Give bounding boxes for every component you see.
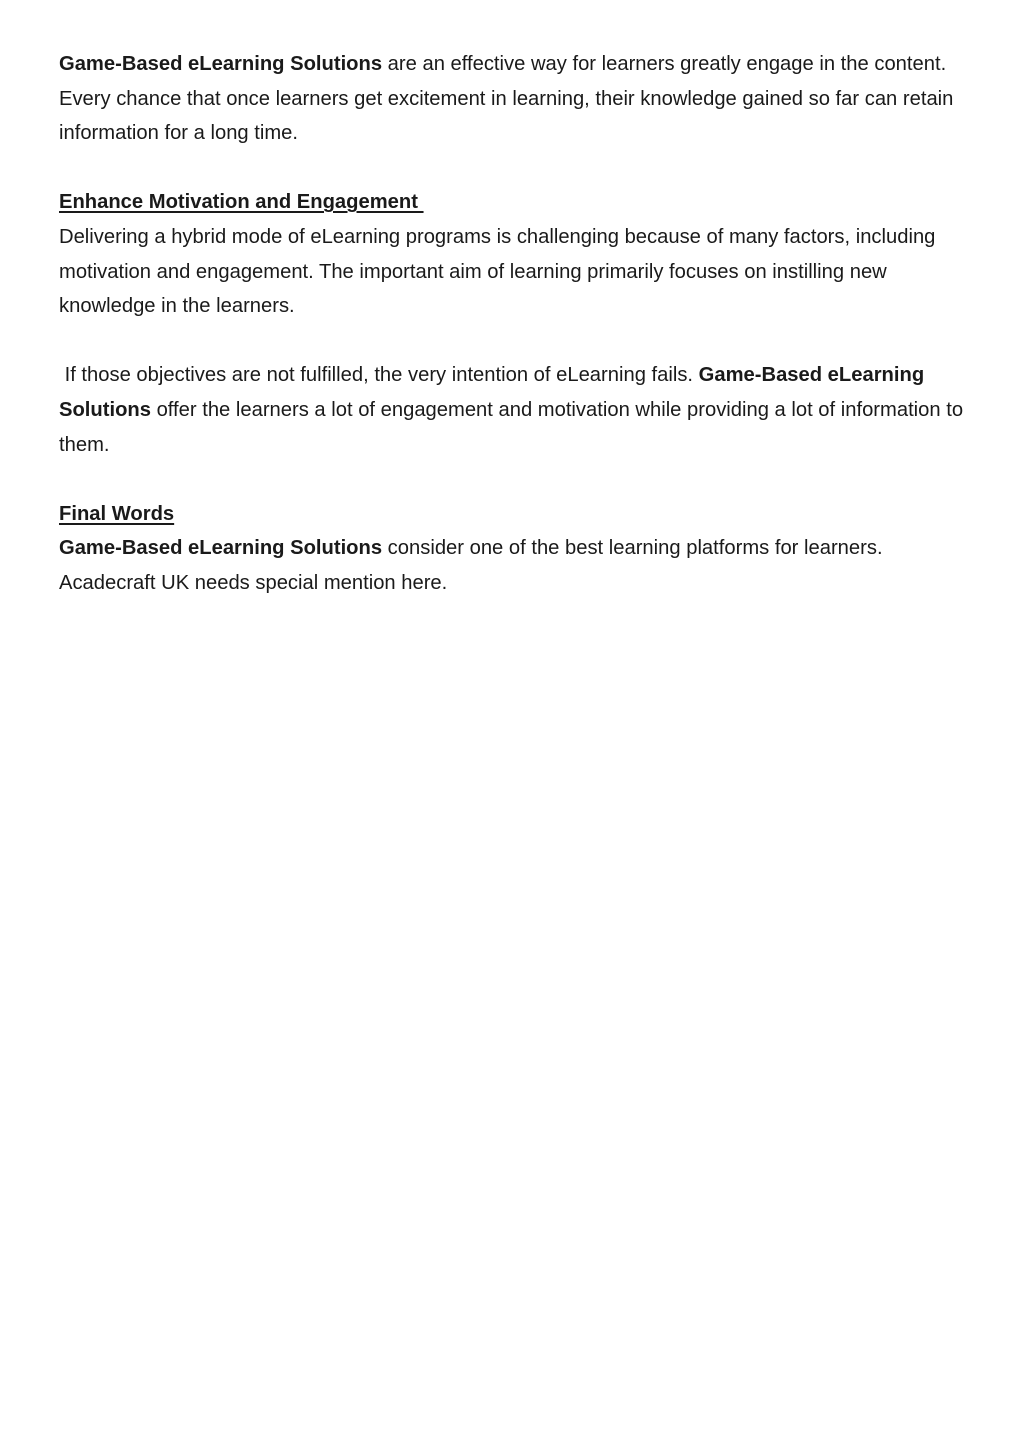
motivation-paragraph-2-bold-phrase: Game-Based eLearning Solutions [59, 364, 930, 421]
section-heading-final-words [59, 497, 964, 532]
final-words-paragraph [59, 531, 964, 600]
intro-paragraph [59, 47, 964, 151]
paragraph-spacer [59, 151, 964, 186]
intro-bold-phrase: Game-Based eLearning Solutions [59, 53, 383, 75]
motivation-paragraph-2-text-after: offer the learners a lot of engagement and motivation while providing a lot of information to them. [59, 398, 969, 456]
section-heading-motivation [59, 185, 964, 220]
paragraph-spacer [59, 462, 964, 497]
document-body [59, 47, 969, 601]
motivation-paragraph-2-text-before: If those objectives are not fulfilled, the very intention of eLearning fails. [59, 364, 699, 387]
motivation-paragraph-2 [59, 358, 969, 462]
paragraph-spacer [59, 324, 964, 359]
final-words-bold-phrase: Game-Based eLearning Solutions [59, 537, 383, 560]
motivation-paragraph-1: Delivering a hybrid mode of eLearning programs is challenging because of many factors, including motivation and engagement. The important aim of learning primarily focuses on instilling new knowledge in the learners. [59, 225, 936, 318]
section-heading-motivation-label: Enhance Motivation and Engagement [59, 191, 424, 214]
final-words-text: consider one of the best learning platforms for learners. Acadecraft UK needs special mention here. [59, 537, 883, 594]
intro-text: are an effective way for learners greatly engage in the content. Every chance that once learners get excitement in learning, their knowledge gained so far can retain information for a long time. [59, 53, 954, 145]
section-heading-final-words-label: Final Words [59, 502, 175, 525]
